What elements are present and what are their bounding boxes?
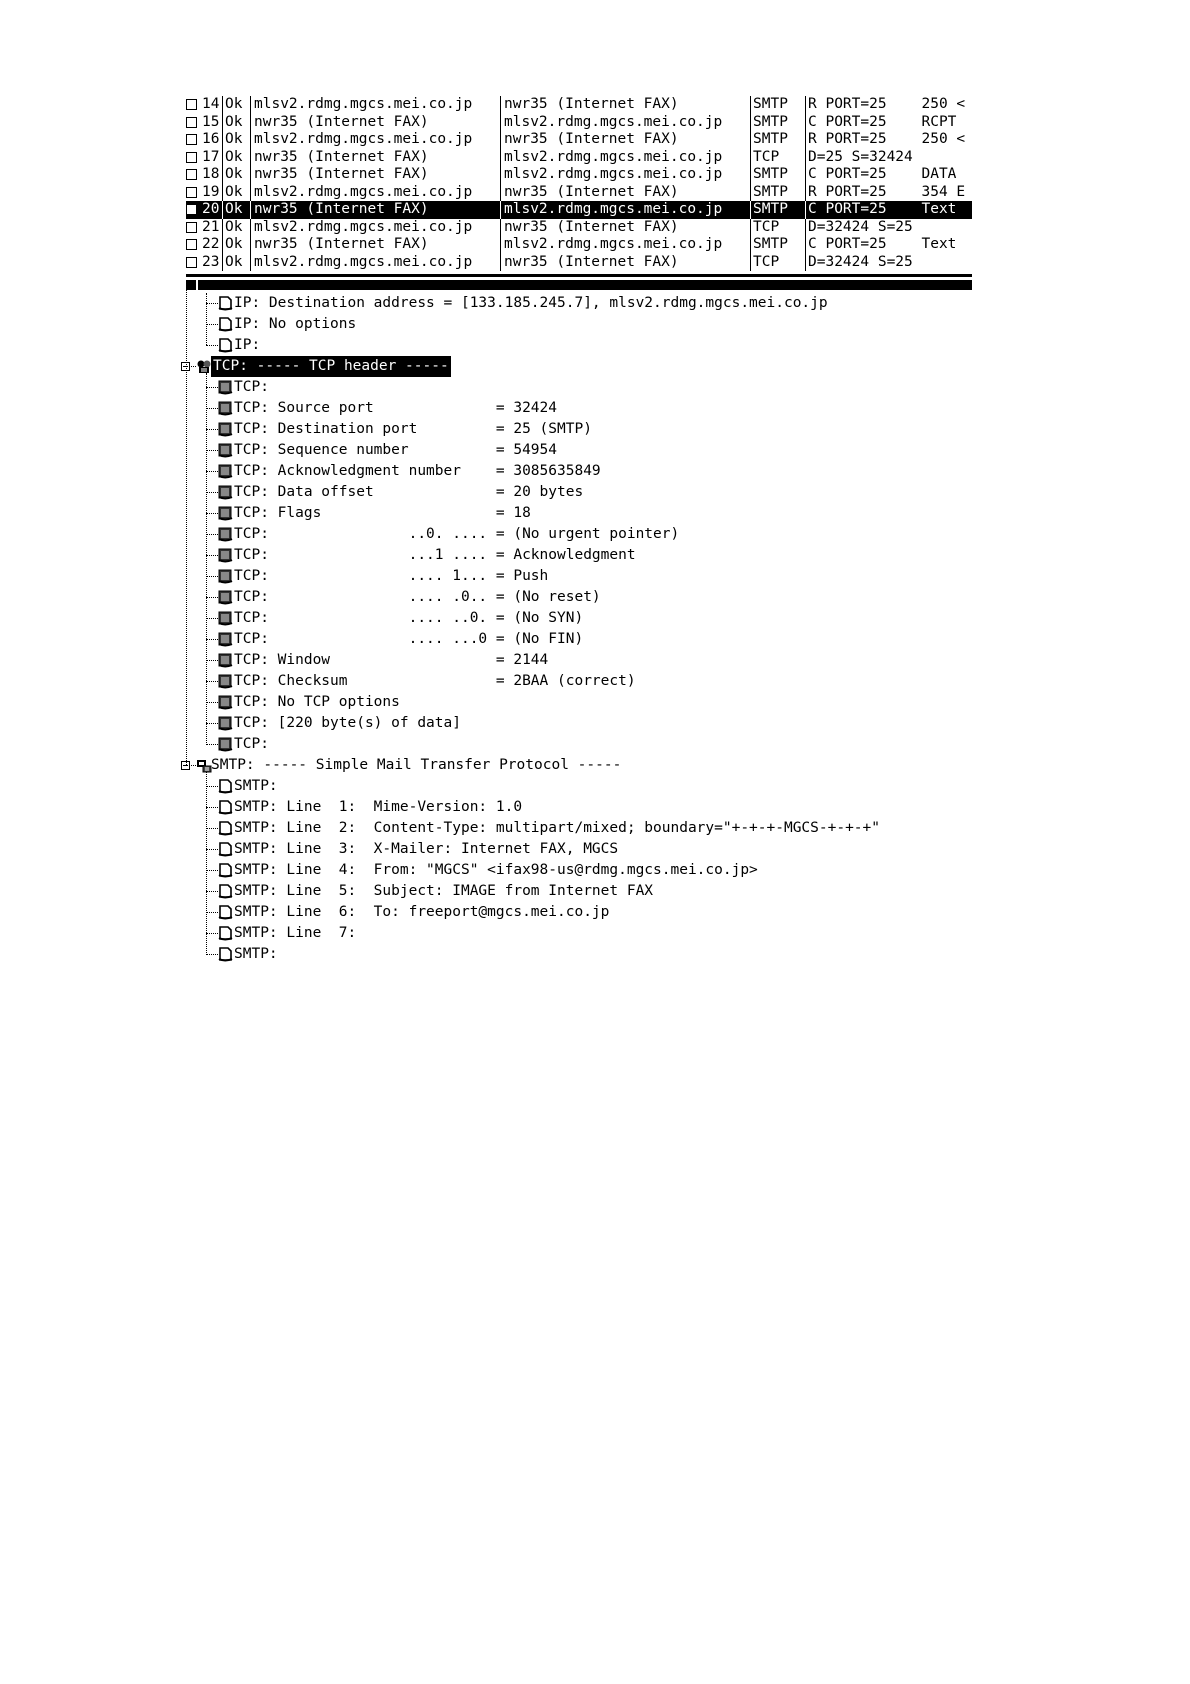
packet-protocol: SMTP bbox=[750, 114, 805, 132]
packet-summary: C PORT=25 DATA bbox=[805, 166, 965, 184]
tcp-field-row[interactable] bbox=[186, 587, 972, 608]
packet-checkbox[interactable] bbox=[186, 254, 200, 272]
tcp-field-row-text: TCP: .... ..0. = (No SYN) bbox=[234, 610, 584, 626]
tree-connector bbox=[186, 289, 187, 765]
tcp-field-row-text: TCP: Source port = 32424 bbox=[234, 400, 558, 416]
packet-row[interactable] bbox=[186, 254, 972, 272]
document-icon bbox=[217, 842, 233, 857]
packet-destination: nwr35 (Internet FAX) bbox=[500, 219, 750, 237]
packet-status: Ok bbox=[222, 114, 250, 132]
data-page-icon bbox=[217, 716, 233, 731]
packet-row[interactable] bbox=[186, 184, 972, 202]
smtp-field-row[interactable] bbox=[186, 944, 972, 965]
tcp-field-row[interactable] bbox=[186, 482, 972, 503]
packet-summary: R PORT=25 354 E bbox=[805, 184, 965, 202]
data-page-icon bbox=[217, 632, 233, 647]
packet-summary: R PORT=25 250 < bbox=[805, 131, 965, 149]
tcp-field-row[interactable] bbox=[186, 461, 972, 482]
smtp-field-row[interactable] bbox=[186, 818, 972, 839]
packet-number: 21 bbox=[202, 218, 220, 235]
packet-row[interactable] bbox=[186, 149, 972, 167]
data-page-icon bbox=[217, 464, 233, 479]
packet-number: 18 bbox=[202, 166, 220, 182]
tcp-field-row-text: TCP: No TCP options bbox=[234, 694, 400, 710]
tcp-field-row-text: TCP: Window = 2144 bbox=[234, 652, 549, 668]
document-icon bbox=[217, 947, 233, 962]
packet-protocol: SMTP bbox=[750, 131, 805, 149]
packet-protocol: SMTP bbox=[750, 166, 805, 184]
tcp-field-row[interactable] bbox=[186, 398, 972, 419]
packet-source: nwr35 (Internet FAX) bbox=[250, 201, 500, 219]
data-page-icon bbox=[217, 380, 233, 395]
pane-splitter[interactable] bbox=[186, 274, 972, 293]
data-page-icon bbox=[217, 737, 233, 752]
tcp-field-row[interactable] bbox=[186, 419, 972, 440]
data-page-icon bbox=[217, 674, 233, 689]
packet-protocol: SMTP bbox=[750, 236, 805, 254]
packet-status: Ok bbox=[222, 219, 250, 237]
tcp-field-row[interactable] bbox=[186, 566, 972, 587]
tcp-field-row-text: TCP: .... ...0 = (No FIN) bbox=[234, 631, 584, 647]
smtp-field-row[interactable] bbox=[186, 881, 972, 902]
data-page-icon bbox=[217, 485, 233, 500]
capture-window bbox=[186, 96, 972, 965]
tcp-field-row-text: TCP: ..0. .... = (No urgent pointer) bbox=[234, 526, 680, 542]
tcp-field-row-text: TCP: bbox=[234, 736, 269, 752]
document-icon bbox=[217, 779, 233, 794]
packet-checkbox[interactable] bbox=[186, 114, 200, 132]
packet-status: Ok bbox=[222, 131, 250, 149]
packet-row[interactable] bbox=[186, 114, 972, 132]
smtp-field-row-text: SMTP: Line 7: bbox=[234, 925, 357, 941]
ip-field-row-text: IP: Destination address = [133.185.245.7], mlsv2.rdmg.mgcs.mei.co.jp bbox=[234, 295, 828, 311]
tcp-field-row[interactable] bbox=[186, 692, 972, 713]
packet-status: Ok bbox=[222, 254, 250, 272]
smtp-field-row[interactable] bbox=[186, 797, 972, 818]
packet-source: nwr35 (Internet FAX) bbox=[250, 114, 500, 132]
tcp-field-row[interactable] bbox=[186, 650, 972, 671]
data-page-icon bbox=[217, 527, 233, 542]
packet-number: 14 bbox=[202, 96, 220, 112]
packet-row[interactable] bbox=[186, 96, 972, 114]
tcp-field-row[interactable] bbox=[186, 608, 972, 629]
packet-status: Ok bbox=[222, 166, 250, 184]
data-page-icon bbox=[217, 590, 233, 605]
packet-source: nwr35 (Internet FAX) bbox=[250, 236, 500, 254]
smtp-field-row-text: SMTP: bbox=[234, 946, 278, 962]
tcp-header-node[interactable] bbox=[186, 356, 972, 377]
packet-source: nwr35 (Internet FAX) bbox=[250, 149, 500, 167]
packet-status: Ok bbox=[222, 184, 250, 202]
smtp-field-row-text: SMTP: Line 4: From: "MGCS" <ifax98-us@rdmg.mgcs.mei.co.jp> bbox=[234, 862, 758, 878]
packet-number: 17 bbox=[202, 148, 220, 165]
tree-connector bbox=[206, 772, 207, 955]
tcp-field-row[interactable] bbox=[186, 629, 972, 650]
packet-summary: D=32424 S=25 bbox=[805, 254, 965, 272]
tcp-field-row[interactable] bbox=[186, 524, 972, 545]
tcp-field-row-text: TCP: Data offset = 20 bytes bbox=[234, 484, 584, 500]
packet-protocol: TCP bbox=[750, 219, 805, 237]
packet-summary: C PORT=25 Text bbox=[805, 236, 965, 254]
document-icon bbox=[217, 905, 233, 920]
packet-summary: C PORT=25 RCPT bbox=[805, 114, 965, 132]
tcp-field-row[interactable] bbox=[186, 377, 972, 398]
smtp-header-node-text: SMTP: ----- Simple Mail Transfer Protocol ----- bbox=[211, 757, 622, 773]
packet-summary: D=25 S=32424 bbox=[805, 149, 965, 167]
document-icon bbox=[217, 338, 233, 353]
tcp-field-row[interactable] bbox=[186, 503, 972, 524]
packet-checkbox[interactable] bbox=[186, 131, 200, 149]
tcp-header-node-text: TCP: ----- TCP header ----- bbox=[211, 356, 451, 377]
tcp-field-row[interactable] bbox=[186, 671, 972, 692]
packet-checkbox[interactable] bbox=[186, 184, 200, 202]
tcp-field-row-text: TCP: ...1 .... = Acknowledgment bbox=[234, 547, 636, 563]
smtp-field-row[interactable] bbox=[186, 902, 972, 923]
packet-protocol: TCP bbox=[750, 254, 805, 272]
packet-protocol: TCP bbox=[750, 149, 805, 167]
packet-destination: nwr35 (Internet FAX) bbox=[500, 184, 750, 202]
tcp-field-row-text: TCP: Acknowledgment number = 3085635849 bbox=[234, 463, 601, 479]
packet-status: Ok bbox=[222, 96, 250, 114]
decode-tree bbox=[186, 293, 972, 965]
packet-destination: mlsv2.rdmg.mgcs.mei.co.jp bbox=[500, 201, 750, 219]
tcp-field-row-text: TCP: Sequence number = 54954 bbox=[234, 442, 558, 458]
data-page-icon bbox=[217, 569, 233, 584]
packet-destination: mlsv2.rdmg.mgcs.mei.co.jp bbox=[500, 149, 750, 167]
tcp-field-row-text: TCP: [220 byte(s) of data] bbox=[234, 715, 461, 731]
packet-checkbox[interactable] bbox=[186, 166, 200, 184]
data-page-icon bbox=[217, 695, 233, 710]
packet-row[interactable] bbox=[186, 131, 972, 149]
tcp-field-row[interactable] bbox=[186, 713, 972, 734]
packet-source: mlsv2.rdmg.mgcs.mei.co.jp bbox=[250, 254, 500, 272]
tcp-field-row-text: TCP: Checksum = 2BAA (correct) bbox=[234, 673, 636, 689]
ip-field-row-text: IP: bbox=[234, 337, 261, 353]
smtp-field-row[interactable] bbox=[186, 839, 972, 860]
smtp-field-row-text: SMTP: bbox=[234, 778, 278, 794]
ip-field-row-text: IP: No options bbox=[234, 316, 357, 332]
packet-source: nwr35 (Internet FAX) bbox=[250, 166, 500, 184]
ip-field-row[interactable] bbox=[186, 314, 972, 335]
packet-row[interactable] bbox=[186, 219, 972, 237]
packet-row[interactable] bbox=[186, 236, 972, 254]
tcp-field-row[interactable] bbox=[186, 545, 972, 566]
packet-summary: D=32424 S=25 bbox=[805, 219, 965, 237]
packet-destination: nwr35 (Internet FAX) bbox=[500, 96, 750, 114]
smtp-field-row[interactable] bbox=[186, 923, 972, 944]
tcp-field-row-text: TCP: Destination port = 25 (SMTP) bbox=[234, 421, 592, 437]
data-page-icon bbox=[217, 401, 233, 416]
network-protocol-icon bbox=[196, 359, 212, 374]
packet-checkbox[interactable] bbox=[186, 149, 200, 167]
packet-checkbox[interactable] bbox=[186, 219, 200, 237]
packet-status: Ok bbox=[222, 149, 250, 167]
smtp-field-row-text: SMTP: Line 6: To: freeport@mgcs.mei.co.jp bbox=[234, 904, 610, 920]
tcp-field-row-text: TCP: Flags = 18 bbox=[234, 505, 531, 521]
packet-source: mlsv2.rdmg.mgcs.mei.co.jp bbox=[250, 131, 500, 149]
packet-summary: C PORT=25 Text bbox=[805, 201, 965, 219]
packet-checkbox[interactable] bbox=[186, 201, 200, 219]
packet-number: 15 bbox=[202, 113, 220, 130]
packet-source: mlsv2.rdmg.mgcs.mei.co.jp bbox=[250, 96, 500, 114]
packet-destination: nwr35 (Internet FAX) bbox=[500, 254, 750, 272]
data-page-icon bbox=[217, 422, 233, 437]
packet-protocol: SMTP bbox=[750, 96, 805, 114]
document-icon bbox=[217, 884, 233, 899]
packet-status: Ok bbox=[222, 236, 250, 254]
packet-destination: mlsv2.rdmg.mgcs.mei.co.jp bbox=[500, 166, 750, 184]
ip-field-row[interactable] bbox=[186, 293, 972, 314]
smtp-field-row-text: SMTP: Line 3: X-Mailer: Internet FAX, MGCS bbox=[234, 841, 619, 857]
tcp-field-row-text: TCP: .... .0.. = (No reset) bbox=[234, 589, 601, 605]
packet-protocol: SMTP bbox=[750, 184, 805, 202]
smtp-field-row-text: SMTP: Line 2: Content-Type: multipart/mixed; boundary="+-+-+-MGCS-+-+-+" bbox=[234, 820, 881, 836]
tcp-field-row[interactable] bbox=[186, 734, 972, 755]
document-icon bbox=[217, 317, 233, 332]
packet-source: mlsv2.rdmg.mgcs.mei.co.jp bbox=[250, 184, 500, 202]
tcp-field-row[interactable] bbox=[186, 440, 972, 461]
packet-number: 22 bbox=[202, 236, 220, 252]
packet-destination: mlsv2.rdmg.mgcs.mei.co.jp bbox=[500, 236, 750, 254]
smtp-field-row-text: SMTP: Line 1: Mime-Version: 1.0 bbox=[234, 799, 523, 815]
data-page-icon bbox=[217, 443, 233, 458]
packet-source: mlsv2.rdmg.mgcs.mei.co.jp bbox=[250, 219, 500, 237]
packet-number: 23 bbox=[202, 253, 220, 270]
tree-connector bbox=[206, 293, 207, 345]
packet-number: 20 bbox=[202, 201, 220, 217]
mail-protocol-icon bbox=[196, 758, 212, 773]
document-icon bbox=[217, 863, 233, 878]
packet-number: 19 bbox=[202, 183, 220, 200]
tcp-field-row-text: TCP: .... 1... = Push bbox=[234, 568, 549, 584]
data-page-icon bbox=[217, 548, 233, 563]
packet-list bbox=[186, 96, 972, 271]
smtp-header-node[interactable] bbox=[186, 755, 972, 776]
data-page-icon bbox=[217, 506, 233, 521]
packet-destination: nwr35 (Internet FAX) bbox=[500, 131, 750, 149]
tree-connector bbox=[206, 373, 207, 745]
smtp-field-row-text: SMTP: Line 5: Subject: IMAGE from Internet FAX bbox=[234, 883, 654, 899]
document-icon bbox=[217, 800, 233, 815]
data-page-icon bbox=[217, 611, 233, 626]
packet-checkbox[interactable] bbox=[186, 96, 200, 114]
document-icon bbox=[217, 821, 233, 836]
smtp-field-row[interactable] bbox=[186, 860, 972, 881]
smtp-field-row[interactable] bbox=[186, 776, 972, 797]
packet-number: 16 bbox=[202, 131, 220, 147]
document-icon bbox=[217, 296, 233, 311]
packet-row[interactable] bbox=[186, 166, 972, 184]
ip-field-row[interactable] bbox=[186, 335, 972, 356]
data-page-icon bbox=[217, 653, 233, 668]
packet-status: Ok bbox=[222, 201, 250, 219]
packet-destination: mlsv2.rdmg.mgcs.mei.co.jp bbox=[500, 114, 750, 132]
packet-summary: R PORT=25 250 < bbox=[805, 96, 965, 114]
document-icon bbox=[217, 926, 233, 941]
tcp-field-row-text: TCP: bbox=[234, 379, 269, 395]
packet-checkbox[interactable] bbox=[186, 236, 200, 254]
packet-protocol: SMTP bbox=[750, 201, 805, 219]
packet-row[interactable] bbox=[186, 201, 972, 219]
